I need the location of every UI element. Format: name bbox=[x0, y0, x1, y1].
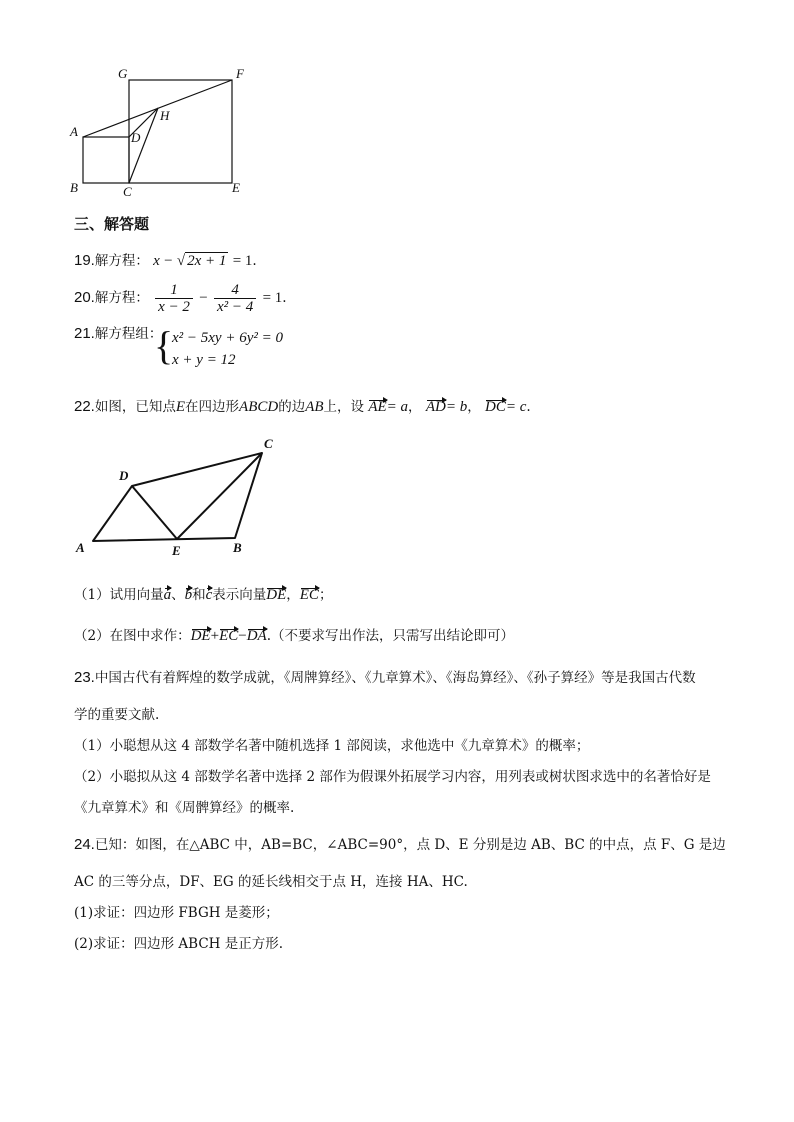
end-mark: . bbox=[526, 399, 531, 415]
fraction-1 bbox=[155, 282, 193, 315]
label-D2: D bbox=[119, 468, 129, 483]
label-B: B bbox=[70, 180, 78, 195]
point-E: E bbox=[175, 399, 186, 415]
end-mark: . bbox=[282, 290, 287, 306]
question-23-part-2-line-2: 《九章算术》和《周髀算经》的概率. bbox=[74, 800, 295, 816]
vector-DE: DE bbox=[190, 628, 211, 644]
question-24-line-2: AC 的三等分点，DF、EG 的延长线相交于点 H，连接 HA、HC. bbox=[74, 874, 468, 890]
rhs: = 1 bbox=[262, 290, 283, 306]
equation-1: x² − 5xy + 6y² = 0 bbox=[172, 330, 283, 346]
text: （1）试用向量 bbox=[74, 587, 164, 603]
quad-ABCD: ABCD bbox=[239, 399, 279, 415]
text: 已知：如图，在△ABC 中，AB=BC，∠ABC=90°，点 D、E 分别是边 AB、BC 的中点，点 F、G 是边 bbox=[94, 837, 726, 853]
vector-a: a bbox=[163, 587, 172, 603]
vector-EC: EC bbox=[219, 628, 239, 644]
vector-c: c bbox=[205, 587, 213, 603]
segment-DE bbox=[132, 486, 177, 539]
text: 和 bbox=[192, 587, 206, 603]
denominator: x − 2 bbox=[158, 299, 190, 315]
plus-sign: + bbox=[210, 628, 220, 644]
question-23-line-1 bbox=[74, 666, 696, 686]
question-number: 22. bbox=[74, 398, 95, 415]
figure-quadrilateral bbox=[80, 440, 280, 560]
prompt: 解方程组： bbox=[94, 326, 163, 342]
prompt: 解方程： bbox=[94, 290, 149, 306]
minus-sign: − bbox=[199, 290, 208, 306]
separator: ， bbox=[467, 399, 481, 415]
question-24-part-2: (2)求证：四边形 ABCH 是正方形. bbox=[74, 936, 284, 952]
vector-DA: DA bbox=[246, 628, 267, 644]
question-number: 23. bbox=[74, 669, 95, 686]
vector-eq: = b bbox=[445, 399, 468, 415]
label-E: E bbox=[232, 180, 240, 195]
text: 上，设 bbox=[323, 399, 365, 415]
question-22-part-2 bbox=[74, 624, 514, 645]
text: （2）在图中求作： bbox=[74, 628, 191, 644]
vector-eq: = c bbox=[505, 399, 527, 415]
question-23-part-1: （1）小聪想从这 4 部数学名著中随机选择 1 部阅读，求他选中《九章算术》的概率； bbox=[74, 738, 590, 754]
vector-EC: EC bbox=[299, 587, 319, 603]
var-x: x bbox=[153, 253, 160, 269]
minus-sign: − bbox=[238, 628, 247, 644]
text: ； bbox=[318, 587, 333, 603]
question-number: 21. bbox=[74, 325, 95, 342]
question-20 bbox=[74, 282, 287, 315]
label-H: H bbox=[160, 108, 170, 123]
vector-DC: DC bbox=[485, 399, 506, 415]
label-C2: C bbox=[264, 436, 273, 451]
label-C: C bbox=[123, 184, 132, 199]
question-number: 20. bbox=[74, 289, 95, 306]
numerator: 4 bbox=[214, 282, 256, 299]
label-D: D bbox=[131, 130, 141, 145]
text: ， bbox=[286, 587, 300, 603]
denominator: x² − 4 bbox=[217, 299, 254, 315]
minus-sign: − bbox=[164, 253, 173, 269]
vector-eq: = a bbox=[386, 399, 409, 415]
question-23-line-2: 学的重要文献. bbox=[74, 707, 160, 723]
question-number: 24. bbox=[74, 836, 95, 853]
radicand: 2x + 1 bbox=[187, 253, 227, 269]
text: 如图，已知点 bbox=[94, 399, 176, 415]
question-21 bbox=[74, 323, 283, 374]
text: 的边 bbox=[278, 399, 306, 415]
equation-2: x + y = 12 bbox=[172, 352, 236, 368]
text: 在四边形 bbox=[185, 399, 240, 415]
vector-AD: AD bbox=[425, 399, 446, 415]
label-A2: A bbox=[76, 540, 85, 555]
question-23-part-2-line-1: （2）小聪拟从这 4 部数学名著中选择 2 部作为假课外拓展学习内容，用列表或树状图求选中的名著恰好是 bbox=[74, 769, 711, 785]
brace-icon: { bbox=[154, 323, 174, 368]
vector-AE: AE bbox=[368, 399, 387, 415]
text: .（不要求写出作法，只需写出结论即可） bbox=[266, 628, 514, 644]
question-19 bbox=[74, 249, 257, 270]
end-mark: . bbox=[252, 253, 257, 269]
question-22 bbox=[74, 395, 531, 416]
label-B2: B bbox=[233, 540, 242, 555]
side-AB: AB bbox=[305, 399, 324, 415]
question-number: 19. bbox=[74, 252, 95, 269]
numerator: 1 bbox=[155, 282, 193, 299]
label-G: G bbox=[118, 66, 128, 81]
quad-outline bbox=[93, 453, 262, 541]
large-rectangle bbox=[129, 80, 232, 183]
section-heading: 三、解答题 bbox=[74, 215, 150, 233]
text: 、 bbox=[171, 587, 185, 603]
text: 表示向量 bbox=[212, 587, 267, 603]
separator: ， bbox=[408, 399, 422, 415]
question-22-part-1 bbox=[74, 583, 332, 604]
label-E2: E bbox=[172, 543, 181, 558]
rhs: = 1 bbox=[232, 253, 253, 269]
question-24-part-1: (1)求证：四边形 FBGH 是菱形； bbox=[74, 905, 279, 921]
text: 中国古代有着辉煌的数学成就，《周牌算经》、《九章算术》、《海岛算经》、《孙子算经》等是我国古代数 bbox=[94, 670, 696, 686]
label-A: A bbox=[70, 124, 78, 139]
sqrt-sign: √ bbox=[176, 253, 186, 269]
vector-DE: DE bbox=[266, 587, 287, 603]
prompt: 解方程： bbox=[94, 253, 149, 269]
label-F: F bbox=[236, 66, 244, 81]
fraction-2 bbox=[214, 282, 256, 315]
figure-rectangles bbox=[60, 60, 260, 210]
question-24-line-1 bbox=[74, 833, 726, 853]
vector-b: b bbox=[184, 587, 193, 603]
small-square bbox=[83, 137, 129, 183]
